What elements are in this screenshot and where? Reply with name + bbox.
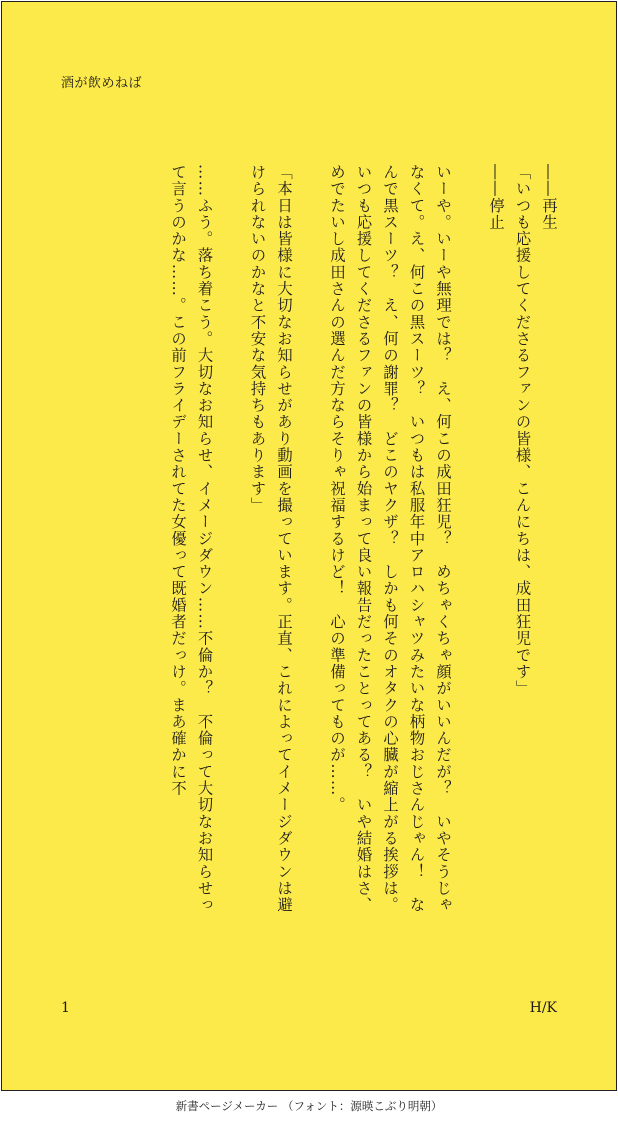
body-paragraph: 「本日は皆様に大切なお知らせがあり動画を撮っています。正直、これによってイメージダウンは避けられないのかなと不安な気持ちもあります」: [248, 164, 293, 914]
book-page: [1, 1, 617, 1091]
body-paragraph: ――停止: [487, 164, 505, 231]
blank-line: [297, 164, 324, 924]
page-number: 1: [61, 1000, 70, 1016]
body-paragraph: ……ふう。落ち着こう。大切なお知らせ、イメージダウン……不倫か？ 不倫って大切なお知らせって言うのかな……。この前フライデーされてた女優って既婚者だっけ。まあ確かに不: [169, 164, 214, 914]
blank-line: [456, 164, 483, 924]
story-title: 酒が飲めねば: [61, 76, 143, 91]
generator-credit: 新書ページメーカー （フォント：源暎こぶり明朝）: [175, 1099, 443, 1113]
vertical-body-text: [52, 164, 562, 924]
body-paragraph: 「いつも応援してくださるファンの皆様、こんにちは、成田狂児です」: [513, 164, 532, 697]
body-paragraph: ――再生: [540, 164, 558, 231]
blank-line: [218, 164, 245, 924]
author-initials: H/K: [529, 1000, 557, 1016]
body-paragraph: いーや。いーや無理では？ え、何この成田狂児？ めちゃくちゃ顔がいいんだが？ いやそうじゃなくて。え、何この黒スーツ？ いつもは私服年中アロハシャツみたいな柄物おじさんじゃん！ なんで黒スーツ？ え、何の謝罪？ どこのヤクザ？ しかも何そのオタクの心臓が縮上がる挨拶は。いつも応援してくださるファンの皆様から始まって良い報告だったことってある？ いや結婚はさ、めでたいし成田さんの選んだ方ならそりゃ祝福するけど！ 心の準備ってものが……。: [328, 164, 452, 914]
